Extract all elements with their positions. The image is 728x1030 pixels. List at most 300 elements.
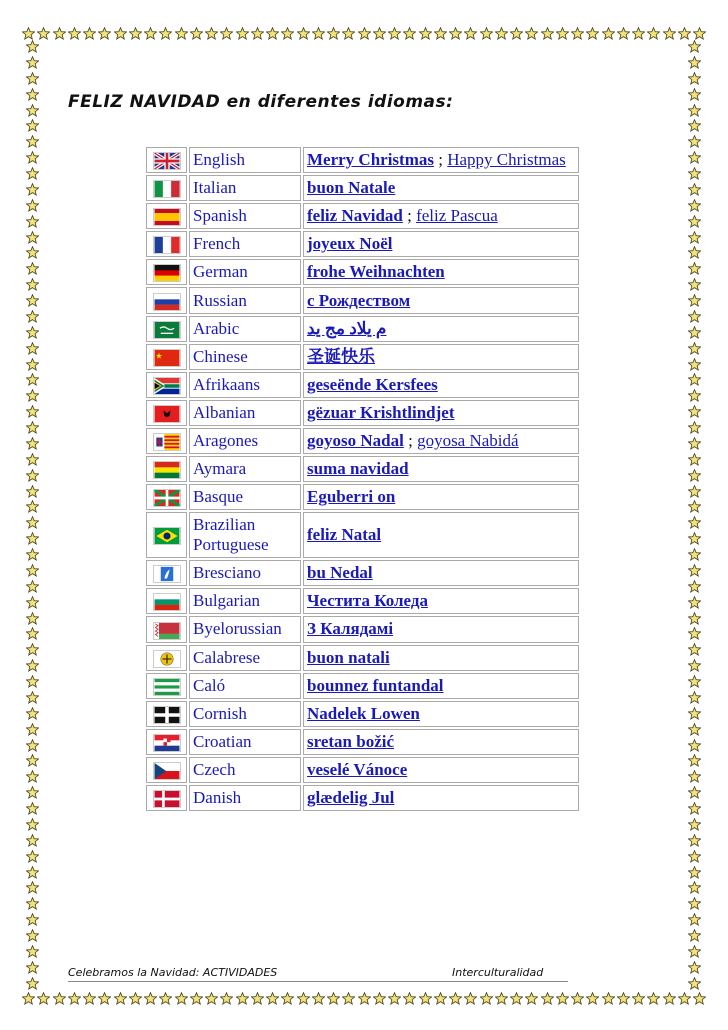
flag-hr-icon bbox=[153, 734, 181, 752]
language-name-link[interactable]: Italian bbox=[189, 175, 301, 201]
language-name-link[interactable]: Brazilian Portuguese bbox=[189, 512, 301, 558]
star-icon bbox=[26, 723, 44, 736]
flag-gb-icon bbox=[153, 152, 181, 170]
star-icon bbox=[26, 215, 44, 228]
translation-cell bbox=[303, 372, 579, 398]
star-icon bbox=[602, 992, 615, 1010]
star-icon bbox=[26, 770, 44, 783]
star-icon bbox=[586, 992, 599, 1010]
table-row bbox=[146, 259, 579, 285]
flag-cell bbox=[146, 673, 187, 699]
translation-cell bbox=[303, 400, 579, 426]
translation-cell bbox=[303, 512, 579, 558]
star-icon bbox=[26, 358, 44, 371]
star-icon bbox=[688, 612, 706, 625]
language-name-link[interactable]: Byelorussian bbox=[189, 616, 301, 642]
star-icon bbox=[464, 992, 477, 1010]
star-icon bbox=[688, 326, 706, 339]
star-icon bbox=[26, 326, 44, 339]
star-icon bbox=[26, 913, 44, 926]
translation-main-link[interactable]: Eguberri on bbox=[307, 487, 396, 507]
star-icon bbox=[688, 453, 706, 466]
star-icon bbox=[144, 27, 157, 45]
flag-cell bbox=[146, 400, 187, 426]
star-icon bbox=[98, 27, 111, 45]
translation-main-link[interactable]: feliz Natal bbox=[307, 525, 382, 545]
translation-main-link[interactable]: suma navidad bbox=[307, 459, 409, 479]
translation-cell bbox=[303, 757, 579, 783]
separator: ; bbox=[407, 206, 412, 226]
star-icon bbox=[26, 612, 44, 625]
language-name-link[interactable]: Aragones bbox=[189, 428, 301, 454]
translation-alt-link[interactable]: Happy Christmas bbox=[447, 150, 566, 170]
star-icon bbox=[26, 294, 44, 307]
flag-cell bbox=[146, 344, 187, 370]
star-icon bbox=[26, 786, 44, 799]
star-icon bbox=[688, 262, 706, 275]
flag-za-icon bbox=[153, 377, 181, 395]
star-icon bbox=[688, 342, 706, 355]
star-icon bbox=[26, 183, 44, 196]
star-icon bbox=[541, 27, 554, 45]
star-icon bbox=[688, 723, 706, 736]
star-icon bbox=[688, 469, 706, 482]
table-row bbox=[146, 673, 579, 699]
star-icon bbox=[688, 119, 706, 132]
flag-cell bbox=[146, 175, 187, 201]
flag-cell bbox=[146, 231, 187, 257]
translation-cell bbox=[303, 259, 579, 285]
star-icon bbox=[449, 27, 462, 45]
star-icon bbox=[663, 27, 676, 45]
language-name-link[interactable]: Calabrese bbox=[189, 645, 301, 671]
star-icon bbox=[26, 945, 44, 958]
translation-main-link[interactable]: joyeux Noël bbox=[307, 234, 393, 254]
flag-cell bbox=[146, 428, 187, 454]
star-icon bbox=[688, 754, 706, 767]
table-row bbox=[146, 616, 579, 642]
star-icon bbox=[175, 992, 188, 1010]
star-icon bbox=[688, 405, 706, 418]
star-icon bbox=[53, 992, 66, 1010]
star-icon bbox=[26, 104, 44, 117]
translation-main-link[interactable]: Честита Коледа bbox=[307, 591, 428, 611]
flag-ar-icon bbox=[153, 433, 181, 451]
star-icon bbox=[688, 532, 706, 545]
translation-main-link[interactable]: frohe Weihnachten bbox=[307, 262, 445, 282]
star-icon bbox=[26, 405, 44, 418]
table-row bbox=[146, 785, 579, 811]
star-icon bbox=[688, 691, 706, 704]
flag-cell bbox=[146, 757, 187, 783]
star-icon bbox=[510, 992, 523, 1010]
star-icon bbox=[26, 342, 44, 355]
translation-main-link[interactable]: с Рождеством bbox=[307, 290, 411, 310]
star-icon bbox=[266, 27, 279, 45]
star-icon bbox=[26, 373, 44, 386]
star-icon bbox=[159, 992, 172, 1010]
star-icon bbox=[53, 27, 66, 45]
translation-main-link[interactable]: buon natali bbox=[307, 647, 390, 667]
star-icon bbox=[632, 992, 645, 1010]
star-icon bbox=[68, 27, 81, 45]
star-icon bbox=[510, 27, 523, 45]
star-icon bbox=[373, 27, 386, 45]
star-icon bbox=[688, 294, 706, 307]
star-icon bbox=[26, 151, 44, 164]
star-icon bbox=[159, 27, 172, 45]
star-icon bbox=[688, 961, 706, 974]
star-icon bbox=[220, 27, 233, 45]
flag-fr-icon bbox=[153, 236, 181, 254]
star-icon bbox=[26, 564, 44, 577]
star-icon bbox=[327, 27, 340, 45]
flag-ru-icon bbox=[153, 293, 181, 311]
language-name-link[interactable]: Caló bbox=[189, 673, 301, 699]
table-row bbox=[146, 560, 579, 586]
flag-cell bbox=[146, 484, 187, 510]
table-row bbox=[146, 757, 579, 783]
page-title: FELIZ NAVIDAD en diferentes idiomas: bbox=[68, 92, 454, 112]
language-name-link[interactable]: Russian bbox=[189, 287, 301, 313]
star-icon bbox=[688, 707, 706, 720]
star-icon bbox=[26, 72, 44, 85]
table-row bbox=[146, 588, 579, 614]
star-icon bbox=[26, 56, 44, 69]
translation-main-link[interactable]: gëzuar Krishtlindjet bbox=[307, 402, 455, 422]
star-icon bbox=[26, 977, 44, 990]
star-icon bbox=[688, 437, 706, 450]
flag-by-icon bbox=[153, 622, 181, 640]
table-row bbox=[146, 287, 579, 313]
star-icon bbox=[26, 88, 44, 101]
table-row bbox=[146, 147, 579, 173]
footer-left: Celebramos la Navidad: ACTIVIDADES bbox=[68, 966, 278, 979]
flag-cz-icon bbox=[153, 762, 181, 780]
language-name-link[interactable]: Arabic bbox=[189, 316, 301, 342]
flag-cell bbox=[146, 287, 187, 313]
translation-main-link[interactable]: bu Nedal bbox=[307, 563, 373, 583]
language-name-link[interactable]: Cornish bbox=[189, 701, 301, 727]
star-icon bbox=[688, 866, 706, 879]
star-icon bbox=[281, 992, 294, 1010]
star-icon bbox=[251, 992, 264, 1010]
star-icon bbox=[26, 246, 44, 259]
star-icon bbox=[205, 992, 218, 1010]
translation-cell bbox=[303, 484, 579, 510]
translation-cell bbox=[303, 673, 579, 699]
star-icon bbox=[327, 992, 340, 1010]
star-icon bbox=[419, 992, 432, 1010]
translation-cell bbox=[303, 785, 579, 811]
translation-main-link[interactable]: Nadelek Lowen bbox=[307, 703, 420, 723]
language-name-link[interactable]: Danish bbox=[189, 785, 301, 811]
translation-cell bbox=[303, 456, 579, 482]
language-name-link[interactable]: German bbox=[189, 259, 301, 285]
star-icon bbox=[175, 27, 188, 45]
star-icon bbox=[26, 754, 44, 767]
star-icon bbox=[281, 27, 294, 45]
star-icon bbox=[403, 27, 416, 45]
star-icon bbox=[464, 27, 477, 45]
star-icon bbox=[26, 818, 44, 831]
language-name-link[interactable]: Croatian bbox=[189, 729, 301, 755]
table-row bbox=[146, 512, 579, 558]
table-row bbox=[146, 645, 579, 671]
star-icon bbox=[419, 27, 432, 45]
translation-cell bbox=[303, 287, 579, 313]
translation-main-link[interactable]: veselé Vánoce bbox=[307, 759, 408, 779]
star-icon bbox=[83, 992, 96, 1010]
translation-cell bbox=[303, 316, 579, 342]
star-icon bbox=[688, 500, 706, 513]
star-icon bbox=[190, 27, 203, 45]
star-icon bbox=[358, 992, 371, 1010]
star-icon bbox=[688, 358, 706, 371]
star-icon bbox=[26, 40, 44, 53]
star-icon bbox=[373, 992, 386, 1010]
star-icon bbox=[541, 992, 554, 1010]
translation-main-link[interactable]: feliz Navidad bbox=[307, 206, 403, 226]
flag-cell bbox=[146, 147, 187, 173]
star-icon bbox=[688, 897, 706, 910]
language-table bbox=[144, 145, 581, 813]
language-name-link[interactable]: Bresciano bbox=[189, 560, 301, 586]
star-icon bbox=[26, 881, 44, 894]
star-icon bbox=[26, 532, 44, 545]
star-icon bbox=[434, 992, 447, 1010]
language-name-link[interactable]: Aymara bbox=[189, 456, 301, 482]
translation-main-link[interactable]: Merry Christmas bbox=[307, 150, 434, 170]
table-row bbox=[146, 344, 579, 370]
language-name-link[interactable]: French bbox=[189, 231, 301, 257]
star-icon bbox=[688, 802, 706, 815]
star-icon bbox=[449, 992, 462, 1010]
star-icon bbox=[480, 992, 493, 1010]
star-icon bbox=[688, 627, 706, 640]
translation-alt-link[interactable]: feliz Pascua bbox=[416, 206, 498, 226]
star-icon bbox=[129, 27, 142, 45]
table-row bbox=[146, 175, 579, 201]
flag-al-icon bbox=[153, 405, 181, 423]
translation-alt-link[interactable]: goyosa Nabidá bbox=[417, 430, 519, 450]
star-icon bbox=[688, 548, 706, 561]
separator: ; bbox=[438, 150, 443, 170]
star-icon bbox=[26, 580, 44, 593]
star-icon bbox=[26, 421, 44, 434]
translation-cell bbox=[303, 428, 579, 454]
star-icon bbox=[26, 802, 44, 815]
flag-cell bbox=[146, 203, 187, 229]
star-icon bbox=[688, 580, 706, 593]
footer-divider bbox=[68, 981, 568, 982]
translation-cell bbox=[303, 231, 579, 257]
star-icon bbox=[688, 231, 706, 244]
star-icon bbox=[571, 27, 584, 45]
translation-main-link[interactable]: buon Natale bbox=[307, 178, 396, 198]
star-icon bbox=[663, 992, 676, 1010]
translation-cell bbox=[303, 203, 579, 229]
star-icon bbox=[617, 27, 630, 45]
star-icon bbox=[688, 310, 706, 323]
flag-cal-icon bbox=[153, 650, 181, 668]
translation-cell bbox=[303, 560, 579, 586]
translation-main-link[interactable]: 圣诞快乐 bbox=[307, 346, 375, 366]
star-icon bbox=[83, 27, 96, 45]
star-icon bbox=[388, 992, 401, 1010]
star-icon bbox=[26, 596, 44, 609]
star-icon bbox=[26, 119, 44, 132]
star-icon bbox=[26, 262, 44, 275]
star-icon bbox=[26, 675, 44, 688]
star-icon bbox=[236, 27, 249, 45]
star-icon bbox=[688, 945, 706, 958]
flag-bs-icon bbox=[153, 565, 181, 583]
star-icon bbox=[647, 27, 660, 45]
star-icon bbox=[26, 929, 44, 942]
star-icon bbox=[26, 167, 44, 180]
flag-cell bbox=[146, 259, 187, 285]
flag-cell bbox=[146, 372, 187, 398]
translation-cell bbox=[303, 175, 579, 201]
star-icon bbox=[688, 834, 706, 847]
star-icon bbox=[688, 183, 706, 196]
language-name-link[interactable]: English bbox=[189, 147, 301, 173]
star-icon bbox=[312, 992, 325, 1010]
table-row bbox=[146, 316, 579, 342]
star-icon bbox=[688, 104, 706, 117]
star-icon bbox=[26, 659, 44, 672]
flag-es-icon bbox=[153, 208, 181, 226]
translation-main-link[interactable]: З Калядамі bbox=[307, 619, 394, 639]
translation-main-link[interactable]: sretan božić bbox=[307, 731, 395, 751]
translation-main-link[interactable]: glædelig Jul bbox=[307, 788, 395, 808]
language-name-link[interactable]: Albanian bbox=[189, 400, 301, 426]
language-name-link[interactable]: Spanish bbox=[189, 203, 301, 229]
star-icon bbox=[688, 818, 706, 831]
star-icon bbox=[688, 167, 706, 180]
translation-main-link[interactable]: bounnez funtandal bbox=[307, 675, 444, 695]
star-icon bbox=[434, 27, 447, 45]
star-icon bbox=[26, 866, 44, 879]
flag-de-icon bbox=[153, 264, 181, 282]
translation-cell bbox=[303, 645, 579, 671]
star-icon bbox=[266, 992, 279, 1010]
star-icon bbox=[688, 881, 706, 894]
star-icon bbox=[26, 199, 44, 212]
star-icon bbox=[98, 992, 111, 1010]
star-icon bbox=[571, 992, 584, 1010]
flag-cell bbox=[146, 729, 187, 755]
star-icon bbox=[26, 961, 44, 974]
star-icon bbox=[688, 40, 706, 53]
star-icon bbox=[586, 27, 599, 45]
star-icon bbox=[688, 675, 706, 688]
star-icon bbox=[688, 373, 706, 386]
star-icon bbox=[297, 27, 310, 45]
star-icon bbox=[688, 977, 706, 990]
flag-br-icon bbox=[153, 527, 181, 545]
flag-cell bbox=[146, 645, 187, 671]
star-icon bbox=[480, 27, 493, 45]
star-icon bbox=[129, 992, 142, 1010]
language-name-link[interactable]: Afrikaans bbox=[189, 372, 301, 398]
star-icon bbox=[26, 516, 44, 529]
table-row bbox=[146, 729, 579, 755]
flag-cell bbox=[146, 588, 187, 614]
star-icon bbox=[251, 27, 264, 45]
star-icon bbox=[688, 485, 706, 498]
flag-cell bbox=[146, 560, 187, 586]
table-row bbox=[146, 484, 579, 510]
star-icon bbox=[114, 992, 127, 1010]
star-icon bbox=[26, 135, 44, 148]
star-icon bbox=[688, 643, 706, 656]
star-icon bbox=[26, 453, 44, 466]
translation-main-link[interactable]: م يلاد مج يد bbox=[307, 318, 387, 338]
star-icon bbox=[26, 548, 44, 561]
star-icon bbox=[297, 992, 310, 1010]
translation-main-link[interactable]: geseënde Kersfees bbox=[307, 374, 438, 394]
star-icon bbox=[647, 992, 660, 1010]
flag-calo-icon bbox=[153, 678, 181, 696]
star-icon bbox=[688, 770, 706, 783]
star-icon bbox=[632, 27, 645, 45]
star-icon bbox=[525, 992, 538, 1010]
star-icon bbox=[688, 596, 706, 609]
star-icon bbox=[678, 992, 691, 1010]
star-icon bbox=[26, 850, 44, 863]
star-icon bbox=[688, 564, 706, 577]
language-name-link[interactable]: Chinese bbox=[189, 344, 301, 370]
star-icon bbox=[525, 27, 538, 45]
translation-cell bbox=[303, 729, 579, 755]
star-icon bbox=[688, 929, 706, 942]
star-icon bbox=[26, 310, 44, 323]
flag-cell bbox=[146, 456, 187, 482]
star-icon bbox=[688, 72, 706, 85]
flag-bg-icon bbox=[153, 593, 181, 611]
star-icon bbox=[688, 56, 706, 69]
star-icon bbox=[688, 135, 706, 148]
flag-cell bbox=[146, 701, 187, 727]
star-icon bbox=[388, 27, 401, 45]
star-icon bbox=[617, 992, 630, 1010]
language-name-link[interactable]: Czech bbox=[189, 757, 301, 783]
star-icon bbox=[26, 500, 44, 513]
star-icon bbox=[403, 992, 416, 1010]
language-name-link[interactable]: Basque bbox=[189, 484, 301, 510]
star-icon bbox=[495, 992, 508, 1010]
translation-main-link[interactable]: goyoso Nadal bbox=[307, 430, 404, 450]
star-icon bbox=[26, 834, 44, 847]
star-icon bbox=[358, 27, 371, 45]
star-icon bbox=[688, 215, 706, 228]
star-icon bbox=[688, 389, 706, 402]
star-icon bbox=[190, 992, 203, 1010]
star-icon bbox=[26, 739, 44, 752]
star-icon bbox=[688, 516, 706, 529]
flag-cell bbox=[146, 785, 187, 811]
star-icon bbox=[688, 246, 706, 259]
table-row bbox=[146, 400, 579, 426]
star-icon bbox=[688, 88, 706, 101]
table-row bbox=[146, 428, 579, 454]
language-name-link[interactable]: Bulgarian bbox=[189, 588, 301, 614]
star-icon bbox=[688, 199, 706, 212]
star-icon bbox=[495, 27, 508, 45]
star-icon bbox=[602, 27, 615, 45]
